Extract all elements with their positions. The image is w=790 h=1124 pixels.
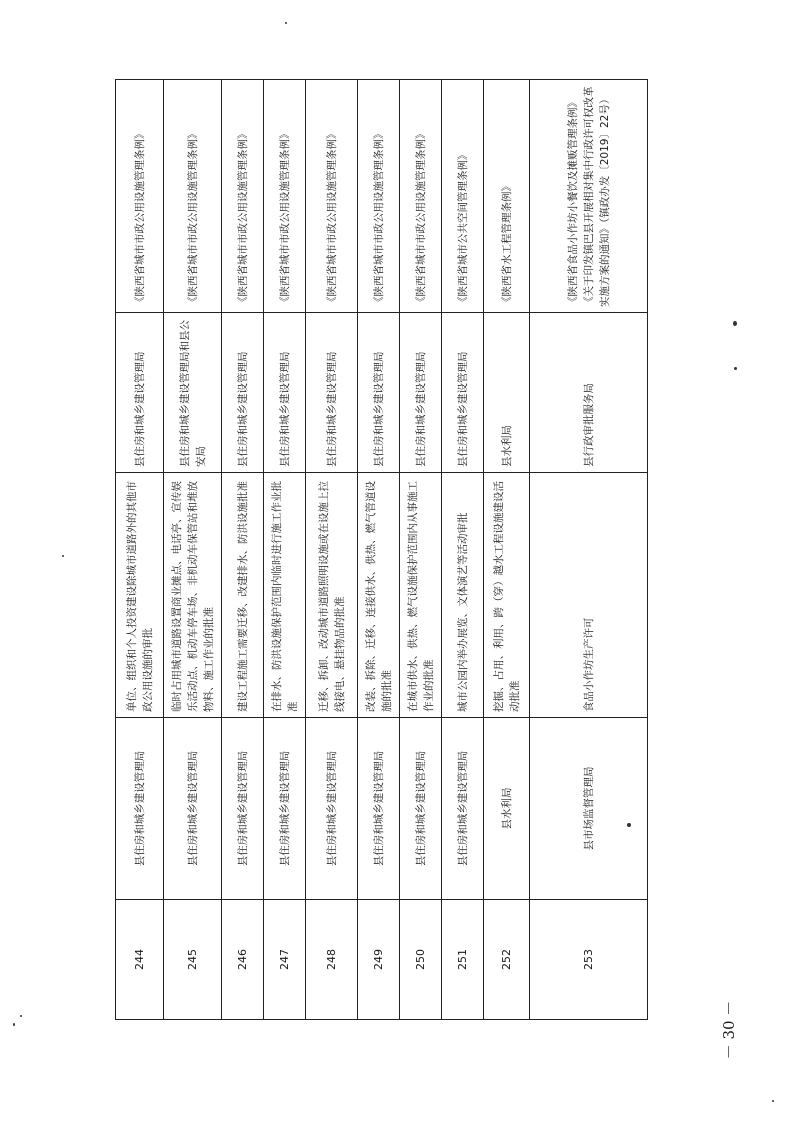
department-cell: 县住房和城乡建设管理局 <box>264 718 306 900</box>
handler-cell: 县行政审批服务局 <box>530 313 648 473</box>
table-row <box>306 80 358 1020</box>
table-row <box>442 80 484 1020</box>
legal-basis-cell <box>264 80 306 313</box>
legal-basis-cell <box>358 80 400 313</box>
department-cell: 县住房和城乡建设管理局 <box>400 718 442 900</box>
table-row <box>116 80 164 1020</box>
table-row <box>222 80 264 1020</box>
legal-basis-cell <box>442 80 484 313</box>
scan-speck <box>734 367 737 370</box>
department-cell: 县住房和城乡建设管理局 <box>116 718 164 900</box>
row-number: 253 <box>530 900 648 1020</box>
row-number: 251 <box>442 900 484 1020</box>
handler-cell: 县水利局 <box>484 313 530 473</box>
handler-cell: 县住房和城乡建设管理局和县公安局 <box>164 313 222 473</box>
scan-speck <box>20 1015 22 1017</box>
scan-speck <box>285 22 287 24</box>
item-cell: 迁移、拆卸、改动城市道路照明设施或在设施上拉线接电、悬挂物品的批准 <box>306 473 358 718</box>
legal-basis-text: 《陕西省城市市政公用设施管理条例》 <box>372 128 385 307</box>
handler-cell: 县住房和城乡建设管理局 <box>264 313 306 473</box>
row-number: 246 <box>222 900 264 1020</box>
permission-table <box>115 79 648 1020</box>
scan-speck <box>733 321 737 326</box>
legal-basis-text: 《关于印发镇巴县开展相对集中行政许可权改革实施方案的通知》（镇政办发〔2019〕22号） <box>582 86 611 307</box>
scan-speck <box>627 823 631 827</box>
item-cell: 城市公园内举办展览、文体演艺等活动审批 <box>442 473 484 718</box>
table-body <box>116 80 648 1020</box>
scan-speck <box>62 555 64 557</box>
department-cell: 县住房和城乡建设管理局 <box>306 718 358 900</box>
item-cell: 在城市供水、供热、燃气设施保护范围内从事施工作业的批准 <box>400 473 442 718</box>
row-number: 248 <box>306 900 358 1020</box>
handler-cell: 县住房和城乡建设管理局 <box>442 313 484 473</box>
legal-basis-text: 《陕西省城市市政公用设施管理条例》 <box>414 128 427 307</box>
table-row <box>400 80 442 1020</box>
item-cell: 建设工程施工需要迁移、改建排水、防洪设施批准 <box>222 473 264 718</box>
item-cell: 在排水、防洪设施保护范围内临时进行施工作业批准 <box>264 473 306 718</box>
legal-basis-text: 《陕西省城市市政公用设施管理条例》 <box>325 128 338 307</box>
table-row <box>484 80 530 1020</box>
department-cell: 县住房和城乡建设管理局 <box>222 718 264 900</box>
item-cell: 挖掘、占用、利用、跨（穿）越水工程设施建设活动批准 <box>484 473 530 718</box>
legal-basis-text: 《陕西省食品小作坊小餐饮及摊贩管理条例》 <box>566 97 579 307</box>
item-cell: 食品小作坊生产许可 <box>530 473 648 718</box>
row-number: 247 <box>264 900 306 1020</box>
department-cell: 县市场监督管理局 <box>530 718 648 900</box>
scan-speck <box>772 1100 774 1102</box>
rotated-table-container <box>115 80 647 1020</box>
scan-speck <box>13 1023 15 1026</box>
legal-basis-cell <box>116 80 164 313</box>
legal-basis-text: 《陕西省城市市政公用设施管理条例》 <box>186 128 199 307</box>
row-number: 245 <box>164 900 222 1020</box>
handler-cell: 县住房和城乡建设管理局 <box>358 313 400 473</box>
legal-basis-text: 《陕西省水工程管理条例》 <box>500 181 513 307</box>
handler-cell: 县住房和城乡建设管理局 <box>306 313 358 473</box>
legal-basis-cell <box>400 80 442 313</box>
legal-basis-text: 《陕西省城市市政公用设施管理条例》 <box>278 128 291 307</box>
row-number: 244 <box>116 900 164 1020</box>
department-cell: 县住房和城乡建设管理局 <box>358 718 400 900</box>
item-cell: 临时占用城市道路设置商业摊点、电话亭、宣传娱乐活动点、机动车停车场、非机动车保管站和堆放物料、施工作业的批准 <box>164 473 222 718</box>
handler-cell: 县住房和城乡建设管理局 <box>400 313 442 473</box>
table-row <box>358 80 400 1020</box>
item-cell: 单位、组织和个人投资建设除城市道路外的其他市政公用设施的审批 <box>116 473 164 718</box>
legal-basis-cell <box>222 80 264 313</box>
row-number: 252 <box>484 900 530 1020</box>
department-cell: 县住房和城乡建设管理局 <box>442 718 484 900</box>
legal-basis-text: 《陕西省城市市政公用设施管理条例》 <box>133 128 146 307</box>
legal-basis-cell <box>484 80 530 313</box>
department-cell: 县住房和城乡建设管理局 <box>164 718 222 900</box>
handler-cell: 县住房和城乡建设管理局 <box>222 313 264 473</box>
item-cell: 改装、拆除、迁移、连接供水、供热、燃气管道设施的批准 <box>358 473 400 718</box>
row-number: 249 <box>358 900 400 1020</box>
legal-basis-cell <box>530 80 648 313</box>
legal-basis-cell <box>164 80 222 313</box>
table-row <box>264 80 306 1020</box>
row-number: 250 <box>400 900 442 1020</box>
handler-cell: 县住房和城乡建设管理局 <box>116 313 164 473</box>
department-cell: 县水利局 <box>484 718 530 900</box>
legal-basis-text: 《陕西省城市公共空间管理条例》 <box>456 149 469 307</box>
legal-basis-cell <box>306 80 358 313</box>
table-row <box>164 80 222 1020</box>
legal-basis-text: 《陕西省城市市政公用设施管理条例》 <box>236 128 249 307</box>
page-number: － 30 － <box>719 1000 738 1060</box>
table-row <box>530 80 648 1020</box>
